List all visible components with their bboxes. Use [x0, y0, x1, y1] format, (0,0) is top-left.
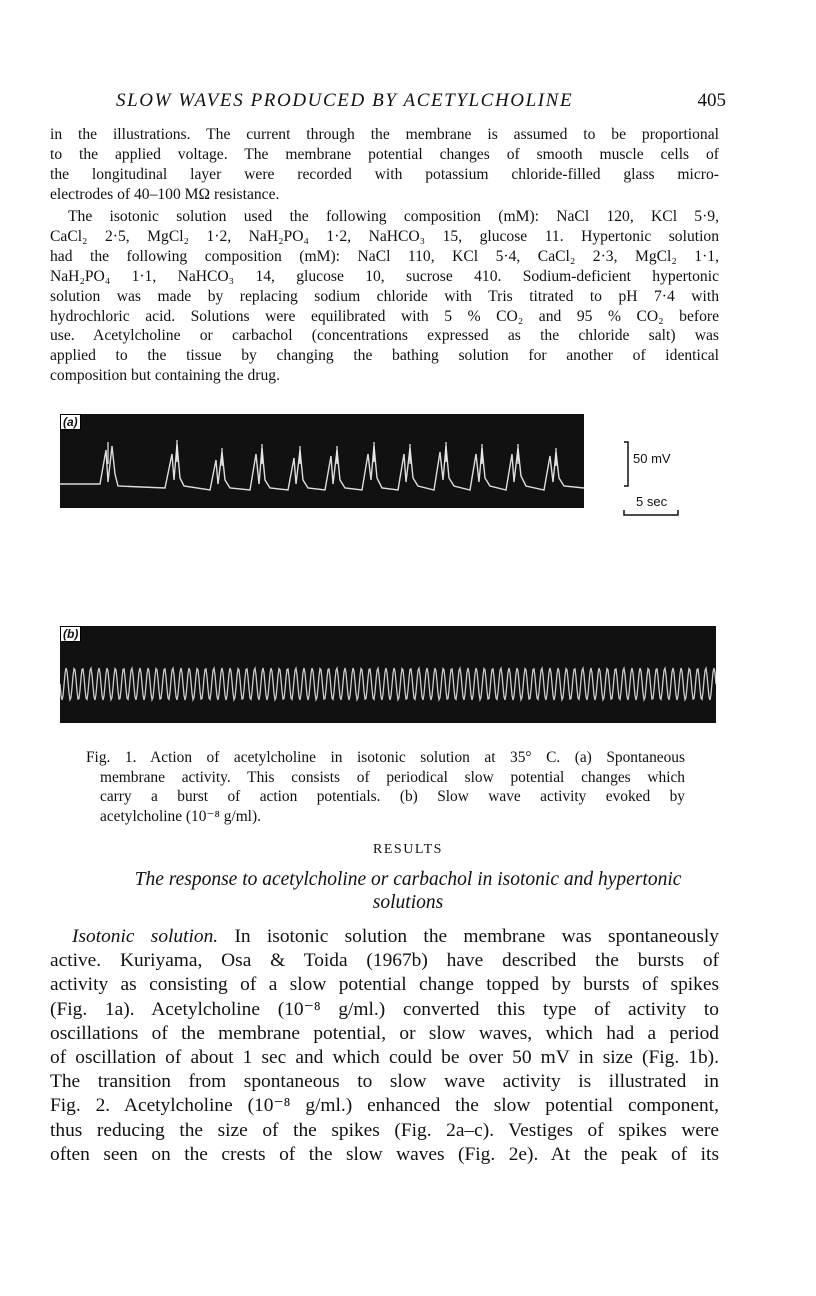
- text-line: electrodes of 40–100 MΩ resistance.: [50, 185, 280, 203]
- text-line: the longitudinal layer were recorded with potassium chloride-filled glass micro-: [50, 165, 719, 183]
- text-line: NaH₂PO₄ 1·1, NaHCO₃ 14, glucose 10, sucrose 410. Sodium-deficient hypertonic: [50, 267, 719, 285]
- caption-line: Fig. 1. Action of acetylcholine in isotonic solution at 35° C. (a) Spontaneous: [86, 749, 685, 766]
- subheading-line: solutions: [372, 892, 444, 913]
- section-heading: RESULTS: [373, 842, 443, 857]
- caption-line: membrane activity. This consists of periodical slow potential changes which: [100, 768, 685, 786]
- panel-a-label: (a): [60, 414, 81, 430]
- text-line: solution was made by replacing sodium chloride with Tris titrated to pH 7·4 with: [50, 287, 719, 305]
- caption-line: acetylcholine (10⁻⁸ g/ml).: [100, 807, 261, 825]
- voltage-scale-bar: [624, 442, 628, 486]
- subheading-line: The response to acetylcholine or carbachol in isotonic and hypertonic: [134, 869, 682, 890]
- body-line: [50, 925, 719, 949]
- body-line-rest: In isotonic solution the membrane was spontaneously: [218, 926, 719, 947]
- text-line: use. Acetylcholine or carbachol (concentrations expressed as the chloride salt) was: [50, 327, 719, 345]
- trace-panel-b: [60, 626, 716, 723]
- methods-paragraph-1: [50, 125, 719, 205]
- page-number: 405: [697, 90, 726, 111]
- body-line: of oscillation of about 1 sec and which could be over 50 mV in size (Fig. 1b).: [50, 1047, 719, 1069]
- text-line: applied to the tissue by changing the bathing solution for another of identical: [50, 347, 719, 365]
- running-title: SLOW WAVES PRODUCED BY ACETYLCHOLINE: [116, 90, 574, 111]
- running-header: [116, 90, 726, 116]
- body-line: (Fig. 1a). Acetylcholine (10⁻⁸ g/ml.) converted this type of activity to: [50, 998, 719, 1020]
- text-line: hydrochloric acid. Solutions were equilibrated with 5 % CO₂ and 95 % CO₂ before: [50, 307, 719, 325]
- body-line: Fig. 2. Acetylcholine (10⁻⁸ g/ml.) enhanced the slow potential component,: [50, 1095, 719, 1117]
- voltage-scale-label: 50 mV: [633, 451, 671, 466]
- text-line: to the applied voltage. The membrane potential changes of smooth muscle cells of: [50, 145, 719, 163]
- figure-caption: [86, 748, 685, 826]
- results-body: [50, 925, 719, 1167]
- body-line: often seen on the crests of the slow waves (Fig. 2e). At the peak of its: [50, 1143, 719, 1165]
- trace-b-svg: [60, 626, 716, 723]
- body-line: activity as consisting of a slow potential change topped by bursts of spikes: [50, 974, 719, 996]
- text-line: CaCl₂ 2·5, MgCl₂ 1·2, NaH₂PO₄ 1·2, NaHCO₃ 15, glucose 11. Hypertonic solution: [50, 227, 719, 245]
- body-line: thus reducing the size of the spikes (Fig. 2a–c). Vestiges of spikes were: [50, 1119, 719, 1141]
- panel-b-label: (b): [60, 626, 81, 642]
- text-line: composition but containing the drug.: [50, 367, 280, 385]
- run-in-heading: Isotonic solution.: [72, 926, 219, 947]
- subheading: [0, 868, 816, 914]
- methods-paragraph-2: [50, 207, 719, 386]
- trace-panel-a: [60, 414, 584, 508]
- time-scale-bar: [624, 510, 678, 515]
- time-scale-label: 5 sec: [636, 494, 668, 509]
- text-line: had the following composition (mM): NaCl 110, KCl 5·4, CaCl₂ 2·3, MgCl₂ 1·1,: [50, 247, 719, 265]
- text-line: in the illustrations. The current through the membrane is assumed to be proportional: [50, 126, 719, 143]
- body-line: The transition from spontaneous to slow wave activity is illustrated in: [50, 1071, 719, 1093]
- caption-line: carry a burst of action potentials. (b) Slow wave activity evoked by: [100, 788, 685, 805]
- body-line: active. Kuriyama, Osa & Toida (1967b) have described the bursts of: [50, 950, 719, 972]
- body-line: oscillations of the membrane potential, or slow waves, which had a period: [50, 1022, 719, 1044]
- text-line: The isotonic solution used the following composition (mM): NaCl 120, KCl 5·9,: [68, 208, 719, 225]
- trace-a-svg: [60, 414, 584, 508]
